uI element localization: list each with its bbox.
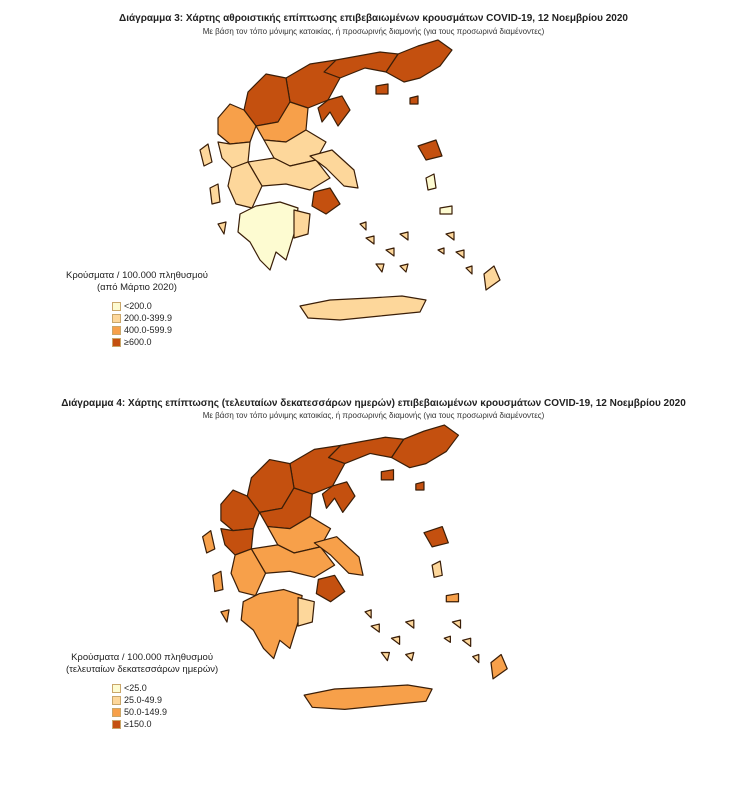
legend-swatch <box>112 314 121 323</box>
greece-choropleth-map <box>190 423 530 753</box>
legend-swatch <box>112 708 121 717</box>
legend-item <box>112 682 218 694</box>
region-chios <box>432 561 442 577</box>
region-attica <box>316 575 344 601</box>
legend-label: 25.0-49.9 <box>124 695 163 705</box>
region-eastmac <box>324 52 398 78</box>
legend-item <box>112 300 208 312</box>
legend-title-line1: Κρούσματα / 100.000 πληθυσμού <box>66 270 208 281</box>
legend-item <box>112 336 208 348</box>
legend-label: 400.0-599.9 <box>124 325 173 335</box>
region-attica <box>312 188 340 214</box>
legend-title-line2: (από Μάρτιο 2020) <box>97 282 177 293</box>
region-rhodes <box>484 266 500 290</box>
legend-label: 50.0-149.9 <box>124 707 168 717</box>
region-lesvos <box>418 140 442 160</box>
map-title: Διάγραμμα 3: Χάρτης αθροιστικής επίπτωσης επιβεβαιωμένων κρουσμάτων COVID-19, 12 Νοεμβρίου 2020 <box>119 13 628 24</box>
region-samothraki <box>416 482 424 490</box>
legend-label: <25.0 <box>124 683 147 693</box>
region-dodecanese <box>444 620 479 663</box>
legend-swatch <box>112 684 121 693</box>
region-samothraki <box>410 96 418 104</box>
legend-label: ≥600.0 <box>124 337 152 347</box>
region-crete <box>300 296 426 320</box>
legend-swatch <box>112 338 121 347</box>
legend-label: <200.0 <box>124 301 152 311</box>
legend-label: ≥150.0 <box>124 719 152 729</box>
region-chios <box>426 174 436 190</box>
legend-title-line2: (τελευταίων δεκατεσσάρων ημερών) <box>66 664 219 675</box>
region-cyclades <box>365 610 414 661</box>
legend-title-line1: Κρούσματα / 100.000 πληθυσμού <box>71 652 214 663</box>
legend-swatch <box>112 302 121 311</box>
region-eastmac <box>329 437 404 463</box>
region-crete <box>304 685 432 709</box>
map-title: Διάγραμμα 4: Χάρτης επίπτωσης (τελευταίων δεκατεσσάρων ημερών) επιβεβαιωμένων κρουσμάτων COVID-19, 12 Νοεμβρίου 2020 <box>61 398 686 409</box>
legend-item <box>112 718 218 730</box>
legend-item <box>112 324 208 336</box>
map-subtitle: Με βάση τον τόπο μόνιμης κατοικίας, ή προσωρινής διαμονής (για τους προσωρινά διαμένοντες) <box>202 27 545 36</box>
legend-swatch <box>112 720 121 729</box>
region-dodecanese <box>438 232 472 274</box>
region-peloponnese_e <box>298 598 314 626</box>
region-cyclades <box>360 222 408 272</box>
map-panel-cumulative <box>0 0 747 395</box>
greece-choropleth-map <box>190 38 520 363</box>
map-subtitle: Με βάση τον τόπο μόνιμης κατοικίας, ή προσωρινής διαμονής (για τους προσωρινά διαμένοντες) <box>202 411 545 420</box>
legend-label: 200.0-399.9 <box>124 313 173 323</box>
region-peloponnese <box>241 590 302 659</box>
map-legend <box>66 270 208 348</box>
legend-item <box>112 694 218 706</box>
legend-swatch <box>112 326 121 335</box>
region-samos <box>446 594 458 602</box>
region-thasos <box>381 470 393 480</box>
region-rhodes <box>491 655 507 679</box>
region-lesvos <box>424 527 448 547</box>
map-legend <box>66 652 218 730</box>
region-samos <box>440 206 452 214</box>
legend-item <box>112 312 208 324</box>
legend-swatch <box>112 696 121 705</box>
region-thrace <box>386 40 452 82</box>
map-panel-14day <box>0 395 747 798</box>
region-peloponnese <box>238 202 298 270</box>
region-thrace <box>391 425 458 468</box>
legend-item <box>112 706 218 718</box>
region-peloponnese_e <box>294 210 310 238</box>
region-thasos <box>376 84 388 94</box>
